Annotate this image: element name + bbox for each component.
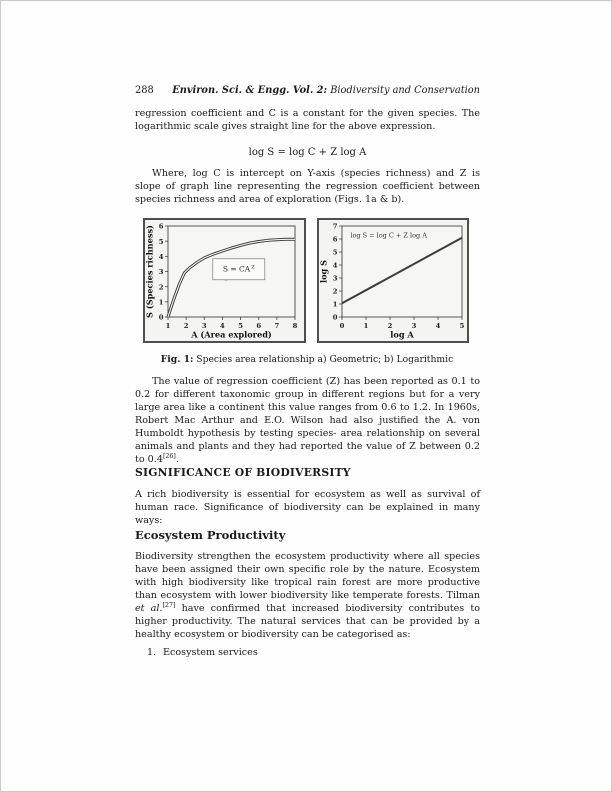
svg-text:4: 4	[158, 252, 164, 261]
svg-text:log A: log A	[390, 329, 414, 340]
paragraph-regression: regression coefficient and C is a constant for the given species. The logarithmic scale gives straight line for the above expression.	[135, 108, 480, 132]
svg-text:log S = log C + Z log A: log S = log C + Z log A	[350, 231, 427, 240]
svg-text:3: 3	[201, 322, 207, 330]
equation-log: log S = log C + Z log A	[248, 147, 367, 158]
svg-text:A (Area explored): A (Area explored)	[191, 329, 272, 340]
paragraph-z-value-period: .	[175, 454, 179, 465]
svg-text:4: 4	[220, 322, 225, 330]
svg-text:6: 6	[332, 235, 338, 244]
svg-text:1: 1	[165, 322, 171, 330]
svg-text:S = CAZ: $S = CA^Z$	[222, 264, 255, 274]
svg-text:log S: log S	[319, 259, 329, 284]
paragraph-rich-biodiversity: A rich biodiversity is essential for ecosystem as well as survival of human race. Significance of biodiversity can be explained in many ways:	[135, 489, 480, 526]
svg-text:7: 7	[274, 322, 280, 330]
paragraph-where: Where, log C is intercept on Y-axis (species richness) and Z is slope of graph line representing the regression coefficient between species richness and area of exploration (Figs. 1a & b).	[135, 168, 480, 205]
et-al-italic: et al.	[135, 603, 163, 614]
svg-text:S (Species richness): S (Species richness)	[145, 225, 155, 318]
svg-text:1: 1	[332, 300, 338, 309]
svg-text:4: 4	[332, 261, 338, 270]
page-header	[135, 85, 480, 96]
list-item-number: 1.	[147, 647, 157, 658]
section-heading-significance: SIGNIFICANCE OF BIODIVERSITY	[135, 466, 351, 479]
svg-text:2: 2	[183, 322, 189, 330]
subsection-heading-ecosystem-productivity: Ecosystem Productivity	[135, 528, 286, 542]
svg-text:1: 1	[363, 322, 369, 330]
figure-caption	[111, 354, 503, 365]
svg-text:3: 3	[332, 274, 338, 283]
figure-1a-geometric-chart	[143, 218, 306, 343]
paragraph-z-value-text: The value of regression coefficient (Z) has been reported as 0.1 to 0.2 for different taxonomic group in different regions but for a very large area like a continent this value ranges from 0.6 to 1.2. In 1960s, Robert Mac Arthur and E.O. Wilson had also justified the A. von Humboldt hypothesis by testing species- area relationship on several animals and plants and they had reported the value of Z between 0.2 to 0.4	[135, 376, 480, 465]
svg-text:2: 2	[387, 322, 393, 330]
svg-text:3: 3	[411, 322, 417, 330]
list-item-ecosystem-services	[147, 647, 447, 658]
svg-text:0: 0	[158, 313, 164, 322]
paragraph-z-value	[135, 375, 480, 466]
svg-text:4: 4	[435, 322, 441, 330]
reference-27: [27]	[162, 601, 176, 609]
page-number: 288	[135, 85, 154, 96]
list-item-text: Ecosystem services	[163, 647, 258, 658]
svg-text:7: 7	[332, 222, 338, 231]
running-title-volume: Environ. Sci. & Engg. Vol. 2:	[172, 85, 328, 96]
svg-text:0: 0	[339, 322, 345, 330]
figure-caption-text: Species area relationship a) Geometric; b) Logarithmic	[193, 354, 454, 365]
svg-text:2: 2	[158, 283, 164, 292]
svg-text:5: 5	[158, 237, 164, 246]
figure-1b-logarithmic-chart	[317, 218, 469, 343]
svg-text:0: 0	[332, 313, 338, 322]
paragraph-productivity-seg1: Biodiversity strengthen the ecosystem productivity where all species have been assigned their own specific role by the nature. Ecosystem with high biodiversity like tropical rain forest are more productive than ecosystem with lower biodiversity like temperate forests. Tilman	[135, 551, 480, 601]
running-title-book: Biodiversity and Conservation	[327, 85, 480, 96]
svg-text:6: 6	[256, 322, 262, 330]
svg-text:5: 5	[332, 248, 338, 257]
figure-caption-label: Fig. 1:	[160, 354, 194, 365]
svg-text:5: 5	[459, 322, 465, 330]
svg-text:6: 6	[158, 222, 164, 231]
running-title	[172, 85, 480, 96]
svg-text:8: 8	[292, 322, 298, 330]
svg-text:1: 1	[158, 298, 164, 307]
reference-26: [26]	[162, 452, 176, 460]
svg-text:3: 3	[158, 268, 164, 277]
svg-text:2: 2	[332, 287, 338, 296]
paragraph-productivity-seg2: have confirmed that increased biodiversity contributes to higher productivity. The natural services that can be provided by a healthy ecosystem or biodiversity can be categorised as:	[135, 603, 480, 640]
svg-text:5: 5	[238, 322, 243, 330]
paragraph-productivity	[135, 550, 480, 641]
